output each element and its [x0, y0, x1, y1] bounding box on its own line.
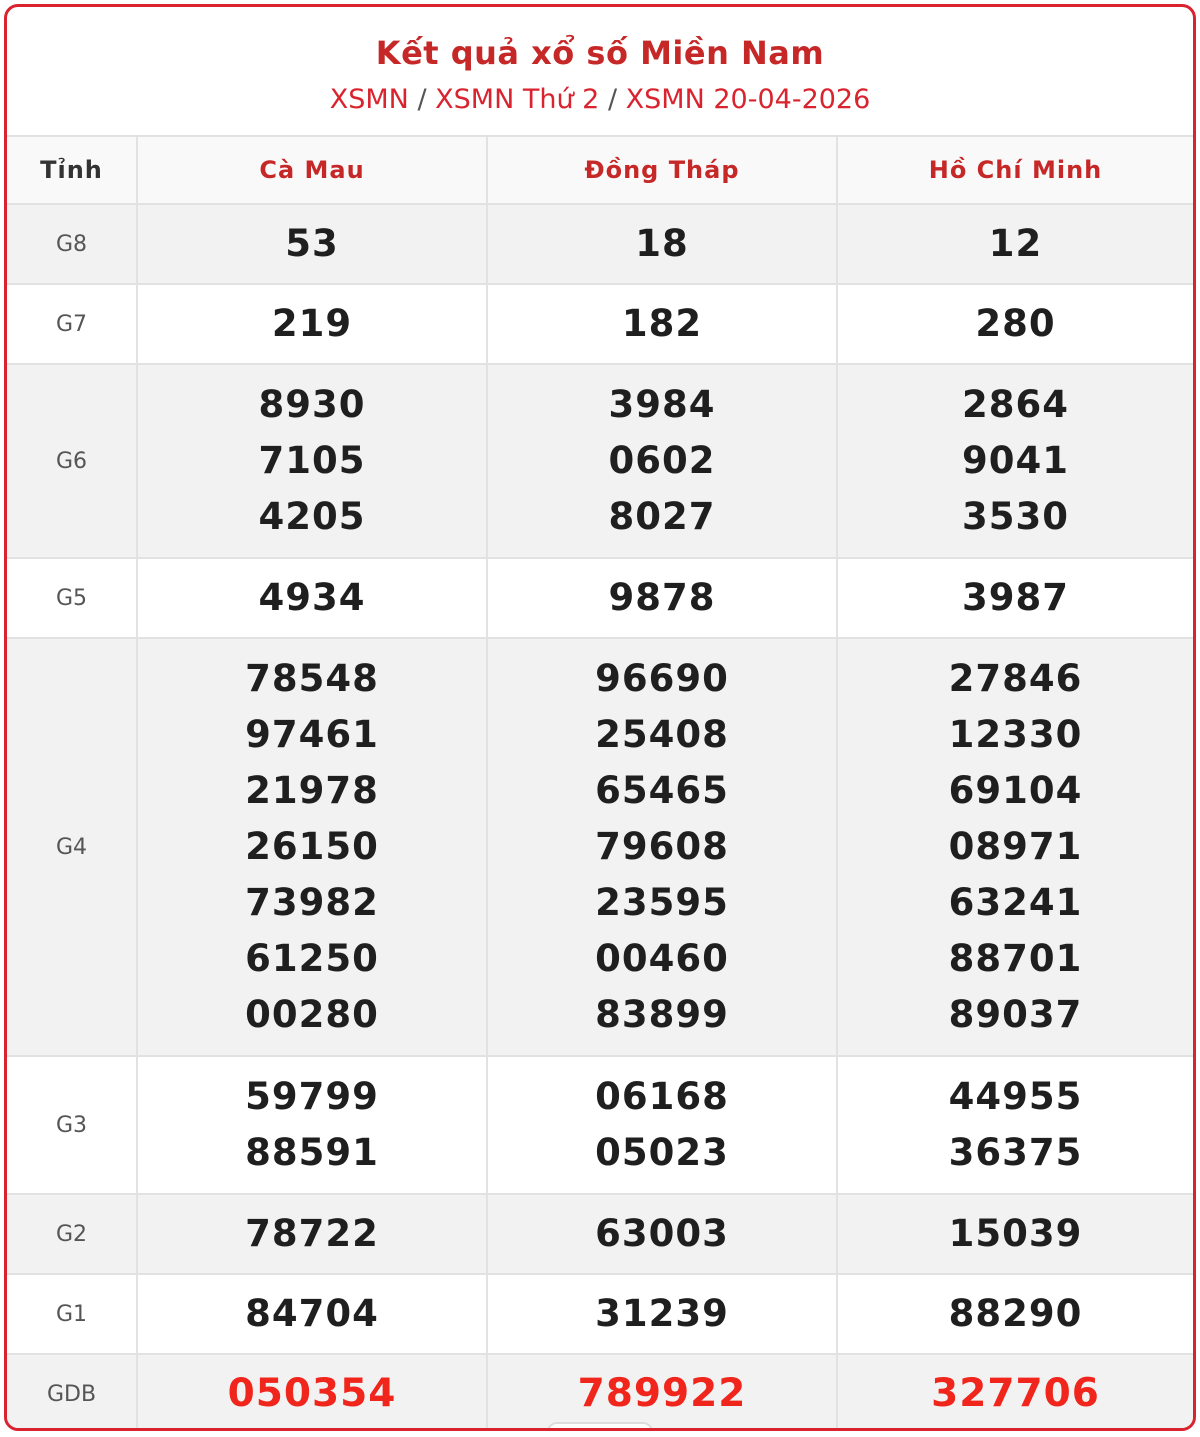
prize-row-g1 — [7, 1274, 1193, 1354]
prize-number: 65465 — [595, 769, 729, 812]
prize-cell — [837, 558, 1193, 638]
prize-number: 05023 — [595, 1131, 729, 1174]
prize-number: 21978 — [245, 769, 379, 812]
prize-number: 73982 — [245, 881, 379, 924]
prize-number: 4934 — [258, 576, 366, 619]
prize-number: 36375 — [948, 1131, 1083, 1174]
prize-label: G1 — [7, 1274, 137, 1354]
breadcrumb-xsmn-date[interactable]: XSMN 20-04-2026 — [625, 84, 871, 115]
breadcrumb — [7, 83, 1193, 117]
prize-row-g7 — [7, 284, 1193, 364]
prize-cell — [487, 1274, 837, 1354]
prize-number: 182 — [621, 302, 703, 345]
prize-number: 63003 — [595, 1212, 729, 1255]
results-header — [7, 7, 1193, 135]
scroll-handle[interactable] — [547, 1422, 653, 1431]
prize-number: 88290 — [948, 1292, 1083, 1335]
special-prize-number: 789922 — [577, 1371, 747, 1416]
prize-number: 00280 — [245, 993, 379, 1036]
prize-number: 97461 — [245, 713, 379, 756]
prize-cell — [487, 364, 837, 558]
prize-label: GDB — [7, 1354, 137, 1431]
prize-cell — [137, 558, 487, 638]
prize-label: G5 — [7, 558, 137, 638]
prize-cell — [837, 638, 1193, 1056]
prize-number: 9041 — [962, 439, 1069, 482]
prize-row-g2 — [7, 1194, 1193, 1274]
prize-cell — [137, 284, 487, 364]
prize-number: 3987 — [962, 576, 1069, 619]
prize-cell — [837, 1354, 1193, 1431]
prize-row-gdb — [7, 1354, 1193, 1431]
prize-cell — [137, 1056, 487, 1194]
prize-cell — [837, 1274, 1193, 1354]
prize-number: 00460 — [595, 937, 729, 980]
prize-row-g5 — [7, 558, 1193, 638]
prize-number: 3984 — [608, 383, 716, 426]
prize-cell — [837, 1194, 1193, 1274]
breadcrumb-separator: / — [607, 84, 618, 115]
prize-number: 88591 — [245, 1131, 379, 1174]
prize-cell — [487, 638, 837, 1056]
prize-number: 18 — [635, 222, 689, 265]
prize-number: 88701 — [948, 937, 1083, 980]
prize-number: 96690 — [595, 657, 729, 700]
prize-number: 219 — [271, 302, 353, 345]
prize-cell — [487, 204, 837, 284]
province-ho-chi-minh[interactable]: Hồ Chí Minh — [837, 136, 1193, 204]
breadcrumb-xsmn-thu-2[interactable]: XSMN Thứ 2 — [435, 84, 600, 115]
province-column-header: Tỉnh — [7, 136, 137, 204]
prize-number: 12 — [988, 222, 1043, 265]
prize-number: 27846 — [948, 657, 1083, 700]
prize-row-g6 — [7, 364, 1193, 558]
prize-cell — [137, 1354, 487, 1431]
special-prize-number: 050354 — [227, 1371, 397, 1416]
page-title: Kết quả xổ số Miền Nam — [375, 34, 825, 72]
prize-cell — [837, 364, 1193, 558]
prize-number: 23595 — [595, 881, 729, 924]
prize-number: 69104 — [948, 769, 1083, 812]
prize-number: 63241 — [948, 881, 1083, 924]
prize-cell — [837, 1056, 1193, 1194]
prize-number: 0602 — [608, 439, 716, 482]
prize-number: 2864 — [962, 383, 1069, 426]
prize-number: 06168 — [595, 1075, 729, 1118]
prize-number: 08971 — [948, 825, 1083, 868]
prize-number: 84704 — [245, 1292, 379, 1335]
prize-cell — [137, 1274, 487, 1354]
prize-label: G4 — [7, 638, 137, 1056]
prize-number: 78548 — [245, 657, 379, 700]
prize-label: G7 — [7, 284, 137, 364]
prize-number: 83899 — [595, 993, 729, 1036]
prize-number: 15039 — [948, 1212, 1083, 1255]
table-header-row — [7, 136, 1193, 204]
prize-number: 25408 — [595, 713, 729, 756]
prize-label: G3 — [7, 1056, 137, 1194]
prize-number: 26150 — [245, 825, 379, 868]
results-card — [4, 4, 1196, 1431]
prize-number: 78722 — [245, 1212, 379, 1255]
prize-number: 61250 — [245, 937, 379, 980]
prize-number: 79608 — [595, 825, 729, 868]
prize-cell — [487, 1056, 837, 1194]
special-prize-number: 327706 — [931, 1371, 1100, 1416]
prize-number: 9878 — [608, 576, 716, 619]
prize-cell — [137, 364, 487, 558]
prize-cell — [137, 1194, 487, 1274]
prize-number: 7105 — [258, 439, 366, 482]
prize-number: 53 — [285, 222, 339, 265]
prize-cell — [837, 204, 1193, 284]
prize-cell — [137, 204, 487, 284]
prize-cell — [837, 284, 1193, 364]
prize-number: 59799 — [245, 1075, 379, 1118]
results-table — [7, 135, 1193, 1431]
breadcrumb-separator: / — [417, 84, 427, 115]
prize-number: 8930 — [258, 383, 366, 426]
prize-number: 44955 — [948, 1075, 1083, 1118]
prize-cell — [487, 1354, 837, 1431]
breadcrumb-xsmn[interactable]: XSMN — [329, 84, 409, 115]
prize-cell — [137, 638, 487, 1056]
province-dong-thap[interactable]: Đồng Tháp — [487, 136, 837, 204]
prize-label: G6 — [7, 364, 137, 558]
prize-number: 280 — [975, 302, 1056, 345]
prize-cell — [487, 558, 837, 638]
prize-number: 3530 — [962, 495, 1069, 538]
prize-label: G2 — [7, 1194, 137, 1274]
prize-number: 31239 — [595, 1292, 729, 1335]
prize-row-g4 — [7, 638, 1193, 1056]
prize-cell — [487, 284, 837, 364]
prize-row-g8 — [7, 204, 1193, 284]
prize-row-g3 — [7, 1056, 1193, 1194]
prize-number: 8027 — [608, 495, 716, 538]
prize-number: 12330 — [948, 713, 1083, 756]
province-ca-mau[interactable]: Cà Mau — [137, 136, 487, 204]
prize-number: 4205 — [258, 495, 366, 538]
prize-label: G8 — [7, 204, 137, 284]
prize-number: 89037 — [948, 993, 1083, 1036]
prize-cell — [487, 1194, 837, 1274]
